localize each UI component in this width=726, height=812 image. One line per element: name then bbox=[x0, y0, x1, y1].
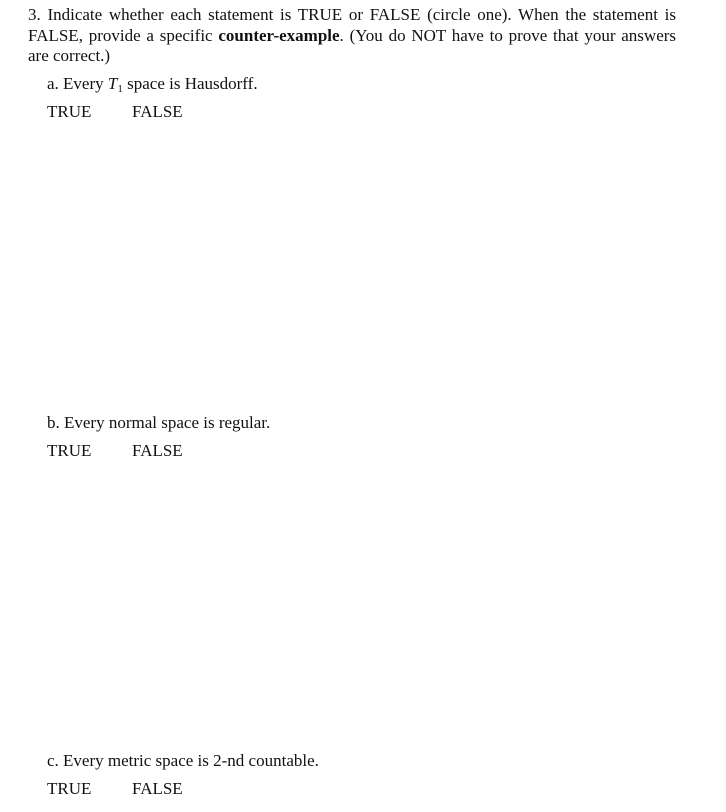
statement-c bbox=[47, 751, 319, 771]
t1-symbol-subscript: 1 bbox=[117, 83, 123, 95]
intro-text-part2: . (You do NOT have to prove that your answers are correct.) bbox=[28, 25, 677, 65]
statement-a-label: a. bbox=[47, 74, 59, 93]
intro-text-part1: Indicate whether each statement is TRUE or FALSE (circle one). When the statement is FALSE, provide a specific bbox=[28, 5, 676, 45]
choice-c-false[interactable]: FALSE bbox=[132, 779, 183, 798]
choices-a bbox=[47, 102, 183, 122]
t1-symbol-letter: T bbox=[107, 74, 118, 93]
statement-a-text-after: space is Hausdorff. bbox=[127, 74, 258, 93]
choice-c-true[interactable]: TRUE bbox=[47, 779, 92, 798]
choice-a-true[interactable]: TRUE bbox=[47, 102, 92, 121]
choice-a-false[interactable]: FALSE bbox=[132, 102, 183, 121]
statement-b-text: Every normal space is regular. bbox=[64, 413, 271, 432]
question-number: 3. bbox=[28, 5, 41, 24]
choice-b-false[interactable]: FALSE bbox=[132, 441, 183, 460]
t1-math-symbol bbox=[108, 74, 123, 93]
choices-b bbox=[47, 441, 183, 461]
choice-b-true[interactable]: TRUE bbox=[47, 441, 92, 460]
statement-a bbox=[47, 74, 258, 94]
statement-c-text: Every metric space is 2-nd countable. bbox=[63, 751, 319, 770]
statement-b-label: b. bbox=[47, 413, 60, 432]
intro-bold-term: counter-example bbox=[218, 25, 340, 45]
statement-c-label: c. bbox=[47, 751, 59, 770]
choices-c bbox=[47, 779, 183, 799]
statement-b bbox=[47, 413, 270, 433]
question-intro bbox=[28, 5, 676, 67]
statement-a-text-before: Every bbox=[63, 74, 104, 93]
